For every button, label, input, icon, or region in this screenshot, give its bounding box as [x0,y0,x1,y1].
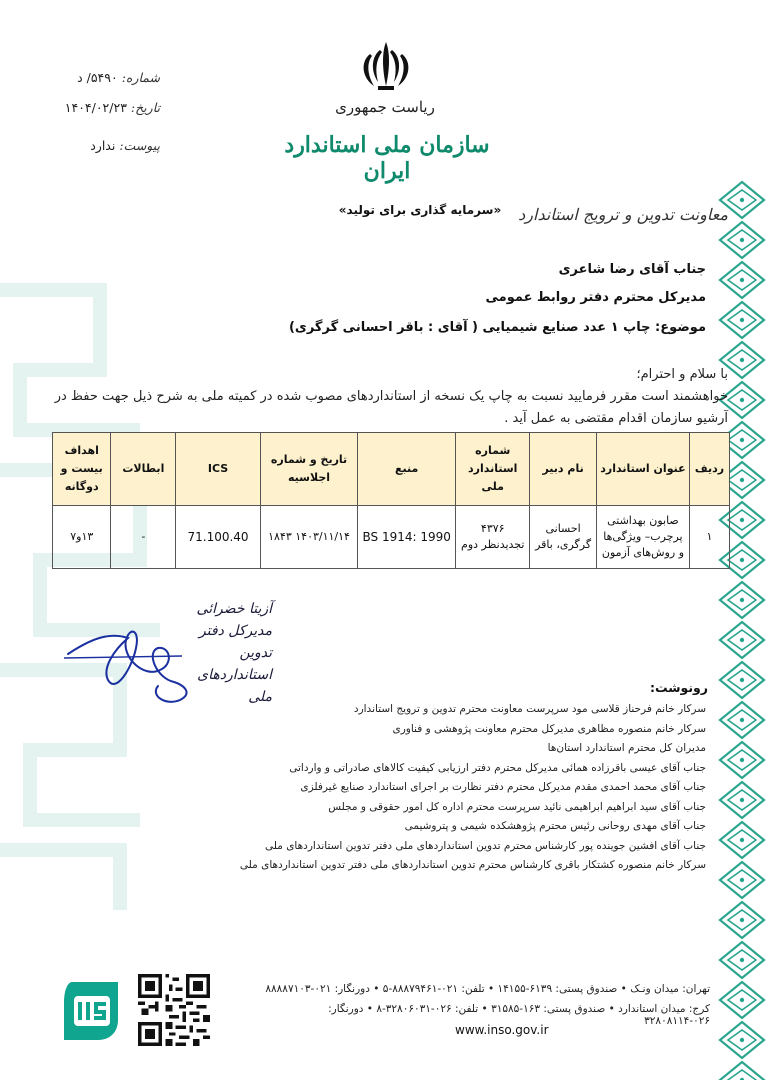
col-source: منبع [358,433,456,506]
cc-item: جناب آقای سید ابراهیم ابراهیمی نائید سرپرست محترم اداره کل امور حقوقی و مجلس [328,800,706,813]
iran-emblem-icon [356,38,416,94]
cell-session-date-number: ۱۴۰۳/۱۱/۱۴ ۱۸۴۳ [260,506,357,569]
cc-item: سرکار خانم فرحناز قلاسی مود سرپرست معاونت محترم تدوین و ترویج استاندارد [353,703,706,715]
date-value: ۱۴۰۴/۰۲/۲۳ [64,100,127,115]
letter-subject: موضوع: چاپ ۱ عدد صنایع شیمیایی ( آقای : باقر احسانی گرگری) [288,320,706,335]
presidency-title: ریاست جمهوری [335,98,435,116]
cc-title: رونوشت: [649,680,708,695]
qr-code [138,974,210,1046]
letter-date [50,100,160,115]
cc-list [239,700,706,876]
body-paragraph: خواهشمند است مقرر فرمایید نسبت به چاپ یک نسخه از استانداردهای مصوب شده در کمیته ملی به شرح ذیل جهت حفظ در آرشیو سازمان اقدام مقتضی به عمل آید . [54,389,728,426]
inso-logo-icon [60,980,122,1042]
signatory-title: مدیرکل دفتر تدوین استانداردهای ملی [197,623,272,705]
footer-address-tehran: تهران: میدان ونـک • صندوق پستی: ۶۱۳۹-۱۴۱۵۵ • تلفن: ۰۲۱-۸۸۸۷۹۴۶۱-۵ • دورنگار: ۰۲۱-۸۸۸۸۷۱۰۳ [265,983,710,995]
col-session-date-number: تاریخ و شماره اجلاسیه [260,433,357,506]
footer-address-karaj: کرج: میدان استاندارد • صندوق پستی: ۱۶۳-۳۱۵۸۵ • تلفن: ۰۲۶-۳۲۸۰۶۰۳۱-۸ • دورنگار: ۰۲۶-۳۲۸۰۸۱۱۴ [328,1003,710,1027]
attachment-value: ندارد [90,138,116,153]
col-secretary-name: نام دبیر [530,433,597,506]
cell-secretary-name: احسانی گرگری، باقر [530,506,597,569]
cell-national-standard-number: ۴۳۷۶ تجدیدنظر دوم [456,506,530,569]
cc-item: جناب آقای عیسی باقرزاده همائی مدیرکل محترم دفتر ارزیابی کیفیت کالاهای صادراتی و وارداتی [289,761,706,774]
cc-item: مدیران کل محترم استاندارد استان‌ها [547,742,706,754]
cc-item: سرکار خانم منصوره مظاهری مدیرکل محترم معاونت پژوهشی و فناوری [392,722,706,735]
table-header-row [53,433,730,506]
col-cancellations: ابطالات [111,433,176,506]
organization-name: سازمان ملی استاندارد ایران [284,132,490,184]
col-ics: ICS [176,433,261,506]
cell-standard-title: صابون بهداشتی پرچرب– ویژگی‌ها و روش‌های آزمون [596,506,689,569]
cc-item: جناب آقای مهدی روحانی رئیس محترم پژوهشکده شیمی و پتروشیمی [404,820,706,832]
cell-ics: 71.100.40 [176,506,261,569]
number-value: ۵۴۹۰/ د [77,70,118,85]
date-label: تاریخ: [130,100,160,115]
col-national-standard-number: شماره استاندارد ملی [456,433,530,506]
greeting: با سلام و احترام؛ [636,367,728,382]
recipient-position: مدیرکل محترم دفتر روابط عمومی [485,290,706,305]
background-pattern-watermark [0,250,180,950]
website-link[interactable]: www.inso.gov.ir [455,1023,549,1037]
decorative-border-pattern [716,180,768,1080]
handwritten-signature [62,608,202,708]
attachment-label: پیوست: [119,138,160,153]
cc-item: سرکار خانم منصوره کشتکار باقری کارشناس محترم تدوین استانداردهای ملی دفتر تدوین استانداردهای ملی [239,859,706,871]
letter-attachment [60,138,160,153]
col-goals: اهداف بیست و دوگانه [53,433,111,506]
standards-table [52,432,730,569]
col-standard-title: عنوان استاندارد [596,433,689,506]
cc-item: جناب آقای افشین جوینده پور کارشناس محترم تدوین استانداردهای ملی دفتر تدوین استانداردهای ملی [265,839,706,852]
letter-number [60,70,160,85]
table-row [53,506,730,569]
cell-row-number: ۱ [690,506,730,569]
recipient-name: جناب آقای رضا شاعری [558,262,706,277]
cell-goals: ۱۳و۷ [53,506,111,569]
cc-item: جناب آقای محمد احمدی مقدم مدیرکل محترم دفتر نظارت بر اجرای استاندارد صنایع غیرفلزی [300,781,706,793]
slogan: «سرمایه گذاری برای تولید» [338,203,502,217]
number-label: شماره: [121,70,160,85]
deputy-title: معاونت تدوین و ترویج استاندارد [518,205,728,224]
signatory-name: آزیتا خضرائی [196,601,272,617]
cell-source: BS 1914: 1990 [358,506,456,569]
col-row-number: ردیف [690,433,730,506]
cell-cancellations: - [111,506,176,569]
